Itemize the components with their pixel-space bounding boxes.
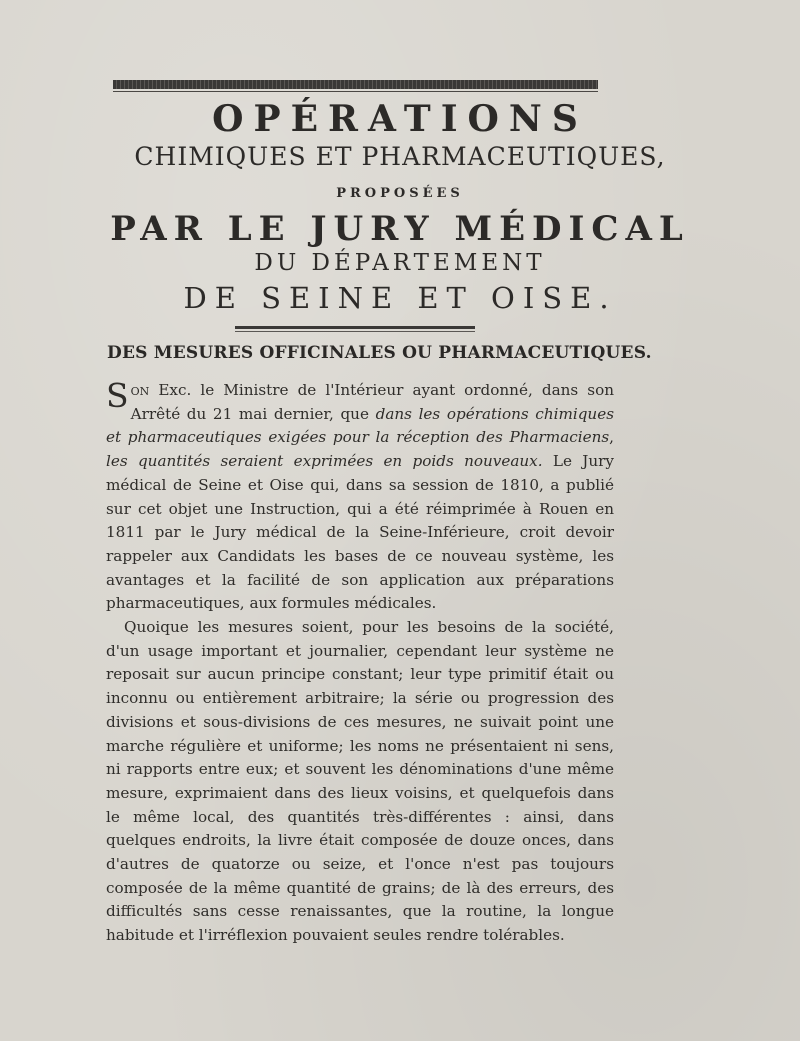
- title-line-jury-medical: PAR LE JURY MÉDICAL: [110, 209, 690, 249]
- paragraph-2: Quoique les mesures soient, pour les besoins de la société, d'un usage important et journalier, cependant leur système ne reposait sur aucun principe constant; leur type primitif était ou inconnu ou entièrement arbitraire; la série ou progression des divisions et sous-divisions de ces mesures, ne suivait point une marche régulière et uniforme; les noms ne présentaient ni sens, ni rapports entre eux; et souvent les dénominations d'une même mesure, exprimaient dans des lieux voisins, et quelquefois dans le même local, des quantités très-différentes : ainsi, dans quelques endroits, la livre était composée de douze onces, dans d'autres de quatorze ou seize, et l'once n'est pas toujours composée de la même quantité de grains; de là des erreurs, des difficultés sans cesse renaissantes, que la routine, la longue habitude et l'irréflexion pouvaient seules rendre tolérables.: [106, 618, 614, 945]
- section-divider-thin-rule: [235, 331, 475, 332]
- title-line-departement: DU DÉPARTEMENT: [254, 250, 546, 276]
- drop-cap-continuation: on: [130, 381, 150, 399]
- paragraph-1-text-c: Le Jury médical de Seine et Oise qui, dans sa session de 1810, a publié sur cet objet une Instruction, qui a été réimprimée à Rouen en 1811 par le Jury médical de la Seine-Inférieure, croit devoir rappeler aux Candidats les bases de ce nouveau système, les avantages et la facilité de son application aux préparations pharmaceutiques, aux formules médicales.: [106, 452, 614, 613]
- top-ornamental-rule: [113, 80, 598, 89]
- section-heading: DES MESURES OFFICINALES OU PHARMACEUTIQUES.: [107, 343, 652, 363]
- paragraph-1-text-a: Exc. le Ministre de l'Intérieur ayant ordonné, dans son Arrêté du 21 mai dernier, que: [130, 381, 614, 423]
- body-text: [106, 376, 615, 948]
- top-thin-rule: [113, 91, 598, 92]
- section-divider-rule: [235, 326, 475, 329]
- paragraph-1-text-b: ,: [609, 428, 614, 447]
- paragraph-1-italic-2: les quantités seraient exprimées en poids nouveaux.: [106, 452, 543, 471]
- title-line-operations: OPÉRATIONS: [212, 98, 588, 140]
- paragraph-1-italic-1: dans les opérations chimiques et pharmaceutiques exigées pour la réception des Pharmaciens: [106, 404, 615, 447]
- drop-cap: S: [106, 376, 129, 415]
- title-line-seine-et-oise: DE SEINE ET OISE.: [183, 281, 617, 315]
- title-line-proposees: PROPOSÉES: [336, 186, 464, 201]
- title-line-chimiques: CHIMIQUES ET PHARMACEUTIQUES,: [134, 142, 666, 171]
- paragraph-1: [106, 376, 615, 616]
